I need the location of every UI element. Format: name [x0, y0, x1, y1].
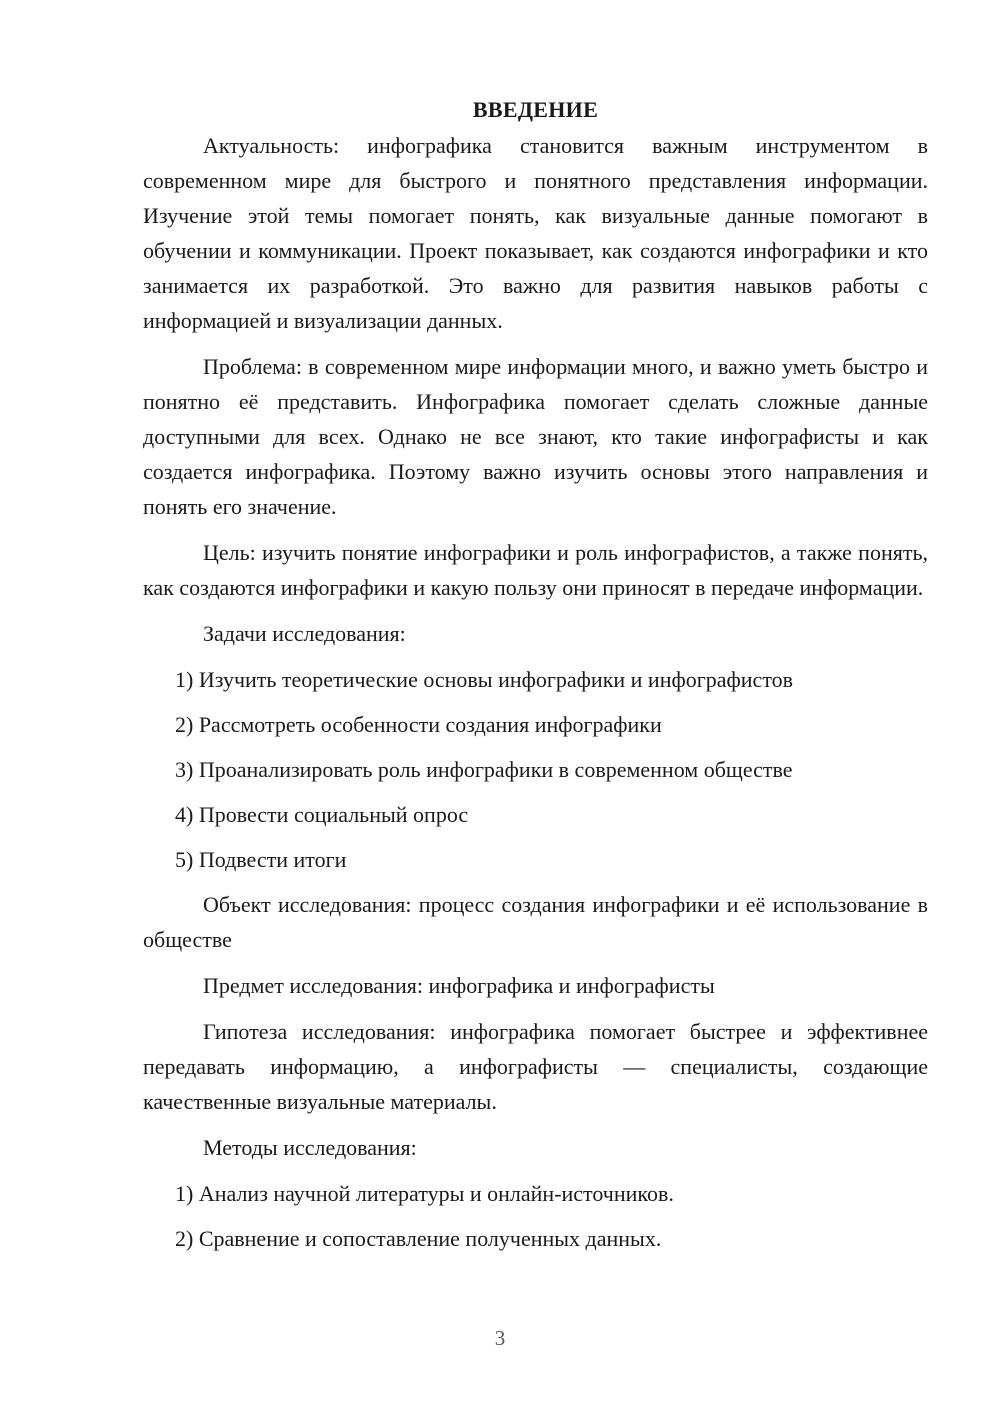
task-item: 1) Изучить теоретические основы инфографики и инфографистов [175, 667, 794, 692]
hypothesis-paragraph: Гипотеза исследования: инфографика помогает быстрее и эффективнее передавать информацию, а инфографисты — специалисты, создающие качественные визуальные материалы. [143, 1019, 928, 1114]
relevance-paragraph: Актуальность: инфографика становится важным инструментом в современном мире для быстрого и понятного представления информации. Изучение этой темы помогает понять, как визуальные данные помогают в обучении и коммуникации. Проект показывает, как создаются инфографики и кто занимается их разработкой. Это важно для развития навыков работы с информацией и визуализации данных. [143, 133, 928, 333]
method-item: 2) Сравнение и сопоставление полученных данных. [175, 1226, 662, 1251]
problem-paragraph: Проблема: в современном мире информации много, и важно уметь быстро и понятно её представить. Инфографика помогает сделать сложные данные доступными для всех. Однако не все знают, кто такие инфографисты и как создается инфографика. Поэтому важно изучить основы этого направления и понять его значение. [143, 354, 928, 519]
tasks-heading: Задачи исследования: [203, 621, 406, 646]
goal-paragraph: Цель: изучить понятие инфографики и роль инфографистов, а также понять, как создаются инфографики и какую пользу они приносят в передаче информации. [143, 540, 928, 600]
methods-heading: Методы исследования: [203, 1135, 417, 1160]
task-item: 4) Провести социальный опрос [175, 802, 469, 827]
method-item: 1) Анализ научной литературы и онлайн-источников. [175, 1181, 674, 1206]
task-item: 3) Проанализировать роль инфографики в современном обществе [175, 757, 793, 782]
methods-list [143, 1176, 928, 1256]
document-page [143, 92, 928, 1266]
object-paragraph: Объект исследования: процесс создания инфографики и её использование в обществе [143, 892, 928, 952]
task-item: 2) Рассмотреть особенности создания инфографики [175, 712, 662, 737]
tasks-list [143, 662, 928, 877]
page-number: 3 [494, 1326, 506, 1350]
subject-paragraph: Предмет исследования: инфографика и инфографисты [203, 973, 715, 998]
task-item: 5) Подвести итоги [175, 847, 347, 872]
section-title: ВВЕДЕНИЕ [472, 97, 599, 122]
